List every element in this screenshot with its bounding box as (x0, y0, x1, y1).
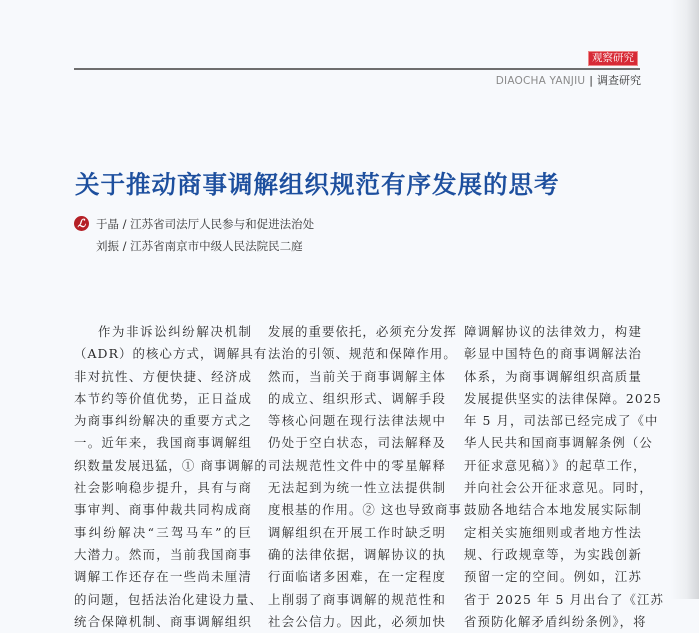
pen-logo-icon: ℒ (74, 216, 89, 231)
text-line: 体系，为商事调解组织高质量 (464, 368, 642, 384)
text-line: 法治的引领、规范和保障作用。 (268, 346, 457, 362)
text-line: 等核心问题在现行法律法规中 (268, 413, 446, 429)
text-line: 行面临诸多困难，在一定程度 (268, 569, 446, 585)
text-line: 并向社会公开征求意见。同时， (464, 480, 653, 496)
text-line: 仍处于空白状态，司法解释及 (268, 435, 446, 451)
running-head-cn: 调查研究 (597, 74, 641, 87)
page-edge-shadow (671, 0, 699, 599)
text-line: 为商事纠纷解决的重要方式之 (74, 413, 252, 429)
text-line: 的成立、组织形式、调解手段 (268, 390, 446, 406)
author-text: 于晶 / 江苏省司法厅人民参与和促进法治处 (96, 217, 315, 231)
header-rule (74, 68, 640, 70)
author-block (74, 215, 314, 259)
text-line: 省于 2025 年 5 月出台了《江苏 (464, 591, 664, 607)
body-column-1 (74, 321, 268, 633)
text-line: 司法规范性文件中的零星解释 (268, 457, 446, 473)
text-line: 大潜力。然而，当前我国商事 (74, 546, 252, 562)
text-line: 省预防化解矛盾纠纷条例》，将 (464, 613, 647, 629)
text-line: 彰显中国特色的商事调解法治 (464, 346, 642, 362)
text-line: 织数量发展迅猛，① 商事调解的 (74, 457, 268, 473)
running-head-latin: DIAOCHA YANJIU (495, 75, 586, 87)
text-line: 统合保障机制、商事调解组织 (74, 613, 252, 629)
text-line: 调解组织在开展工作时缺乏明 (268, 524, 446, 540)
text-line: 上削弱了商事调解的规范性和 (268, 591, 446, 607)
text-line: 事审判、商事仲裁共同构成商 (74, 502, 252, 518)
text-line: 年 5 月，司法部已经完成了《中 (464, 413, 659, 429)
text-line: 社会影响稳步提升，具有与商 (74, 480, 252, 496)
text-line: 作为非诉讼纠纷解决机制 (98, 324, 252, 339)
text-line: 规、行政规章等，为实践创新 (464, 546, 642, 562)
author-line (74, 215, 314, 237)
text-line: 非对抗性、方便快捷、经济成 (74, 368, 252, 384)
running-head (496, 72, 641, 88)
body-column-2 (268, 321, 462, 633)
text-line: 发展的重要依托，必须充分发挥 (268, 324, 457, 339)
text-line: 确的法律依据，调解协议的执 (268, 546, 446, 562)
text-line: 障调解协议的法律效力，构建 (464, 324, 642, 339)
text-line: 一。近年来，我国商事调解组 (74, 435, 252, 451)
text-line: 发展提供坚实的法律保障。2025 (464, 390, 662, 406)
text-line: 鼓励各地结合本地发展实际制 (464, 502, 642, 518)
text-line: 事纠纷解决“三驾马车”的巨 (74, 524, 252, 540)
text-line: 无法起到为统一性立法提供制 (268, 480, 446, 496)
text-line: 预留一定的空间。例如，江苏 (464, 569, 642, 585)
text-line: 然而，当前关于商事调解主体 (268, 368, 446, 384)
text-line: 开征求意见稿）》的起草工作， (464, 457, 647, 473)
author-line (74, 237, 314, 259)
text-line: 定相关实施细则或者地方性法 (464, 524, 642, 540)
running-head-separator: | (589, 74, 593, 87)
author-text: 刘振 / 江苏省南京市中级人民法院民二庭 (96, 239, 303, 253)
article-title: 关于推动商事调解组织规范有序发展的思考 (75, 170, 560, 199)
text-line: 调解工作还存在一些尚未厘清 (74, 569, 252, 585)
text-line: 本节约等价值优势，正日益成 (74, 390, 252, 406)
text-line: 的问题，包括法治化建设力量、 (74, 591, 263, 607)
text-line: 社会公信力。因此，必须加快 (268, 613, 446, 629)
section-tag: 观察研究 (589, 52, 637, 65)
text-line: 度根基的作用。② 这也导致商事 (268, 502, 462, 518)
text-line: 华人民共和国商事调解条例（公 (464, 435, 653, 451)
text-line: （ADR）的核心方式，调解具有 (74, 346, 268, 362)
body-column-3 (464, 321, 664, 633)
